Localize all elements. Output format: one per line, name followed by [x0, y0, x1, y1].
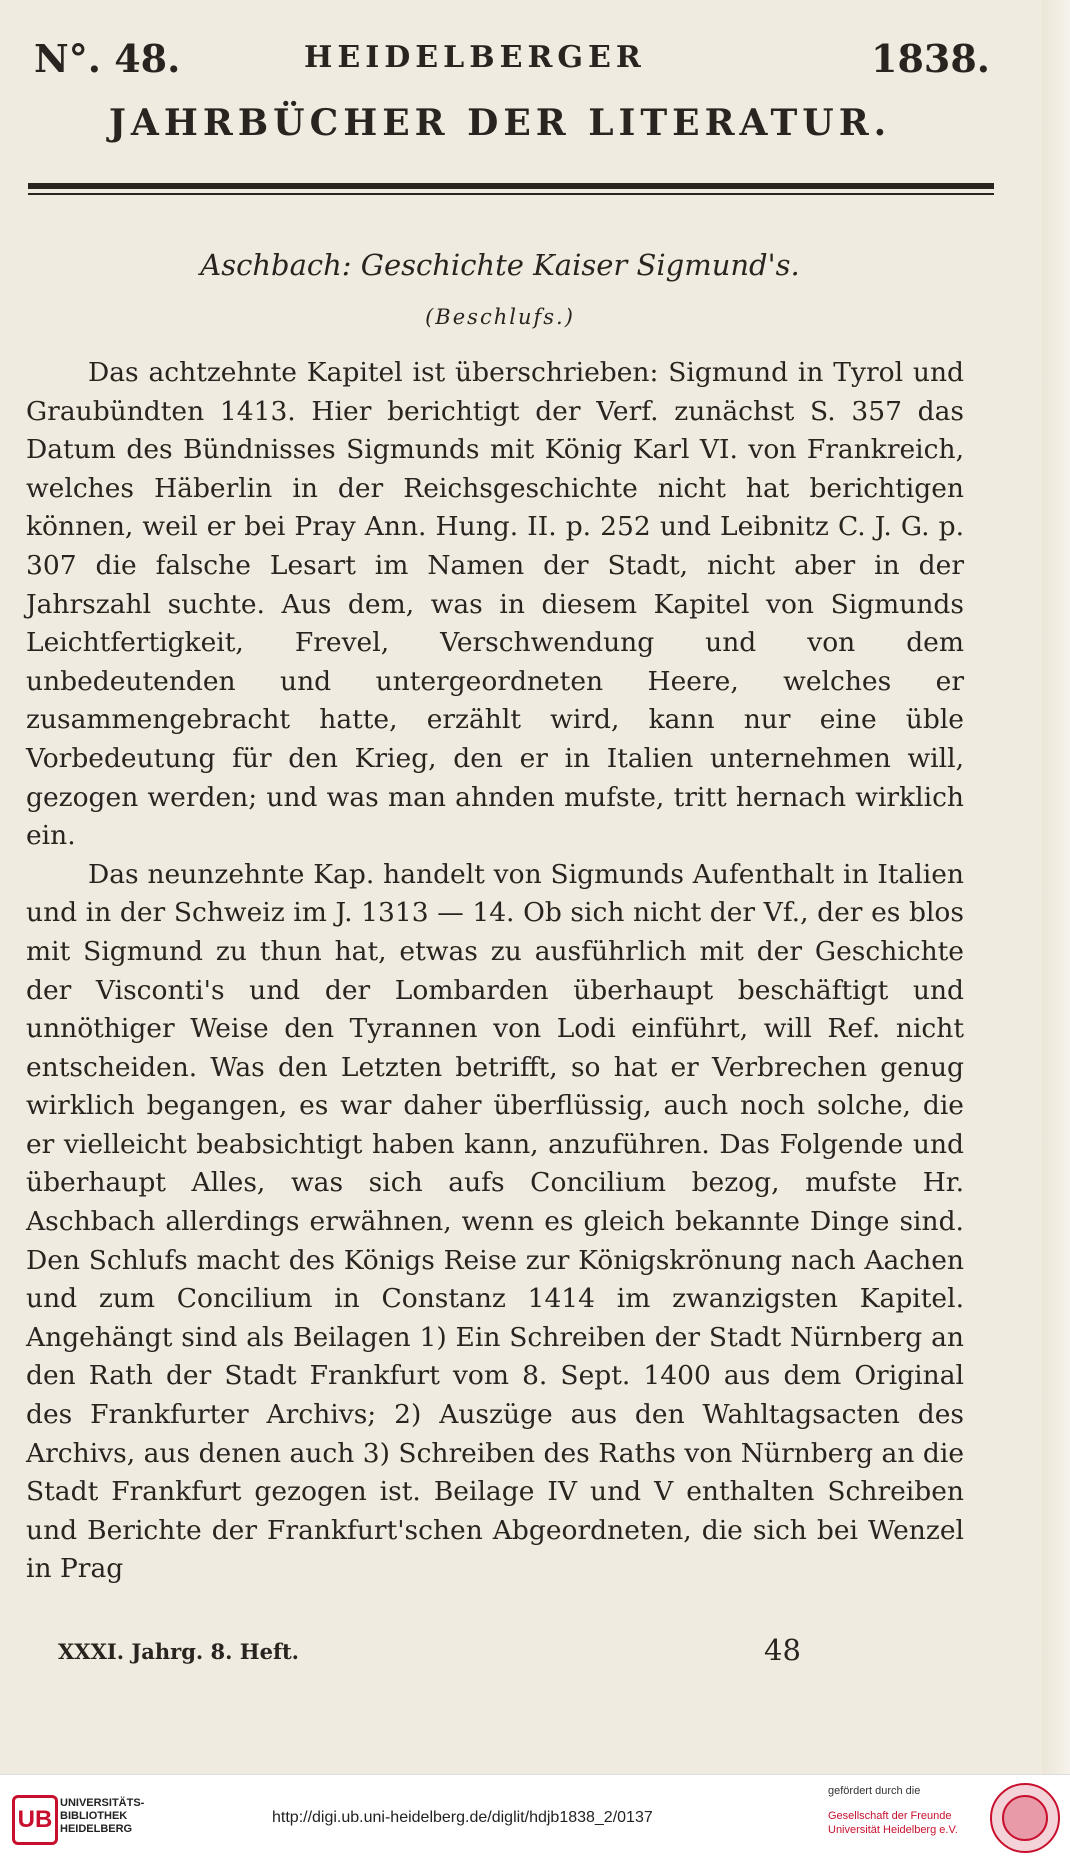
funder-name-line: Universität Heidelberg e.V. [828, 1824, 958, 1836]
university-seal-icon [990, 1783, 1060, 1853]
article-body [26, 354, 964, 1589]
paragraph: Das neunzehnte Kap. handelt von Sigmunds Aufenthalt in Italien und in der Schweiz im J. 1313 — 14. Ob sich nicht der Vf., der es blos mit Sigmund zu thun hat, etwas zu ausführlich mit der Geschichte der Visconti's und der Lombarden überhaupt beschäftigt und unnöthiger Weise den Tyrannen von Lodi einführt, will Ref. nicht entscheiden. Was den Letzten betrifft, so hat er Verbrechen genug wirklich begangen, es war daher überflüssig, auch noch solche, die er vielleicht beabsichtigt haben kann, anzuführen. Das Folgende und überhaupt Alles, was sich aufs Concilium bezog, mufste Hr. Aschbach allerdings erwähnen, wenn es gleich bekannte Dinge sind. Den Schlufs macht des Königs Reise zur Königskrönung nach Aachen und zum Concilium in Constanz 1414 im zwanzigsten Kapitel. Angehängt sind als Beilagen 1) Ein Schreiben der Stadt Nürnberg an den Rath der Stadt Frankfurt vom 8. Sept. 1400 aus dem Original des Frankfurter Archivs; 2) Auszüge aus den Wahltagsacten des Archivs, aus denen auch 3) Schreiben des Raths von Nürnberg an die Stadt Frankfurt gezogen ist. Beilage IV und V enthalten Schreiben und Berichte der Frankfurt'schen Abgeordneten, die sich bei Wenzel in Prag [26, 858, 964, 1585]
section-title: Aschbach: Geschichte Kaiser Sigmund's. [200, 248, 800, 282]
journal-title: JAHRBÜCHER DER LITERATUR. [108, 102, 892, 144]
running-header [34, 36, 990, 82]
header-rule-thin [28, 193, 994, 195]
funded-by-label: gefördert durch die [828, 1785, 921, 1797]
signature-mark: XXXI. Jahrg. 8. Heft. [58, 1639, 299, 1664]
seal-center [1002, 1795, 1048, 1841]
library-logo-icon: UB [12, 1795, 58, 1845]
issue-number: N°. 48. [34, 36, 181, 81]
funder-name [828, 1809, 978, 1837]
permalink-url[interactable]: http://digi.ub.uni-heidelberg.de/diglit/hdjb1838_2/0137 [272, 1809, 653, 1826]
journal-name: HEIDELBERGER [304, 40, 646, 75]
funder-name-line: Gesellschaft der Freunde [828, 1810, 952, 1822]
paragraph: Das achtzehnte Kapitel ist überschrieben: Sigmund in Tyrol und Graubündten 1413. Hier berichtigt der Verf. zunächst S. 357 das Datum des Bündnisses Sigmunds mit König Karl VI. von Frankreich, welches Häberlin in der Reichsgeschichte nicht hat berichtigen können, weil er bei Pray Ann. Hung. II. p. 252 und Leibnitz C. J. G. p. 307 die falsche Lesart im Namen der Stadt, nicht aber in der Jahrszahl suchte. Aus dem, was in diesem Kapitel von Sigmunds Leichtfertigkeit, Frevel, Verschwendung und von dem unbedeutenden und untergeordneten Heere, welches er zusammengebracht hatte, erzählt wird, kann nur eine üble Vorbedeutung für den Krieg, den er in Italien unternehmen will, gezogen werden; und was man ahnden mufste, tritt hernach wirklich ein. [26, 357, 964, 852]
library-name-line: HEIDELBERG [60, 1823, 133, 1835]
library-footer-bar [0, 1774, 1070, 1857]
issue-year: 1838. [871, 36, 990, 81]
page-edge [1042, 0, 1070, 1774]
library-name [60, 1797, 220, 1836]
library-name-line: UNIVERSITÄTS- [60, 1797, 145, 1809]
library-name-line: BIBLIOTHEK [60, 1810, 128, 1822]
section-subtitle: (Beschlufs.) [425, 305, 575, 329]
header-rule-thick [28, 183, 994, 189]
page-number: 48 [764, 1633, 801, 1667]
